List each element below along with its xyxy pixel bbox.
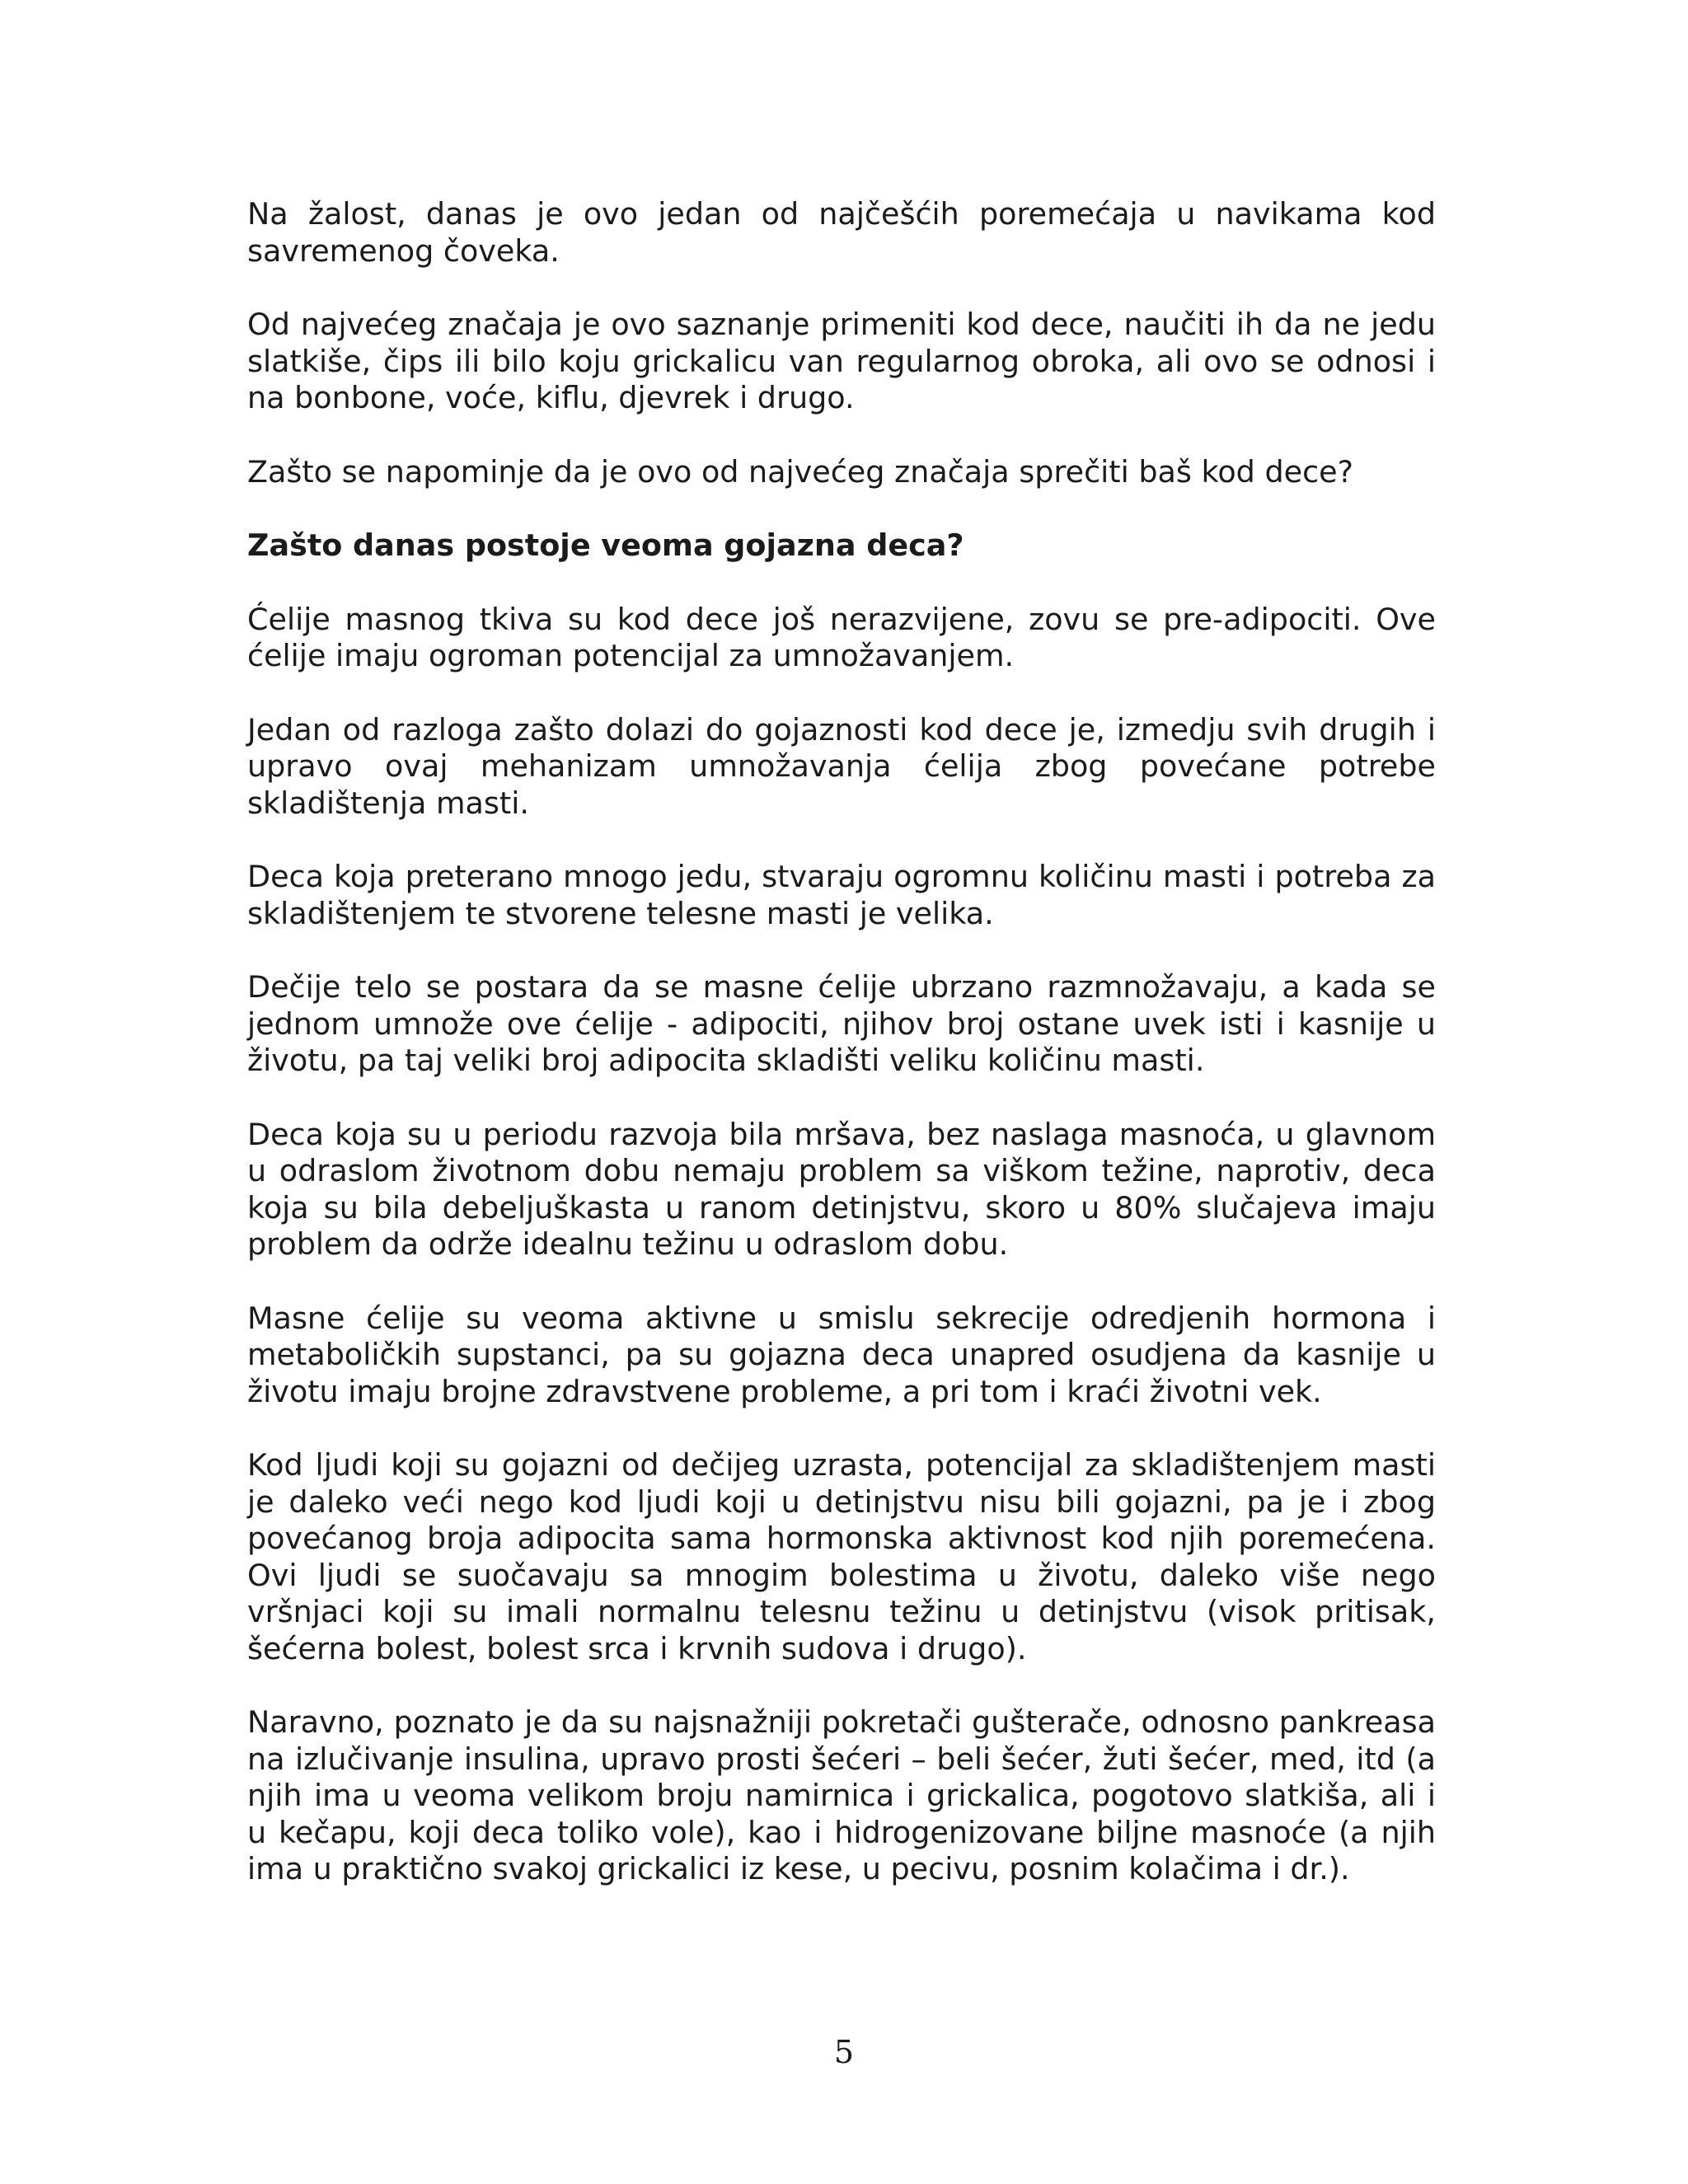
section-heading: Zašto danas postoje veoma gojazna deca?	[247, 527, 964, 563]
paragraph-3: Zašto se napominje da je ovo od najvećeg značaja sprečiti baš kod dece?	[247, 453, 1353, 490]
page-number: 5	[833, 2034, 855, 2070]
page-body	[247, 196, 1436, 1925]
paragraph-2: Od najvećeg značaja je ovo saznanje primeniti kod dece, naučiti ih da ne jedu slatkiše, čips ili bilo koju grickalicu van regularnog obroka, ali ovo se odnosi i na bonbone, voće, kiflu, djevrek i drugo.	[247, 307, 1436, 415]
paragraph-1: Na žalost, danas je ovo jedan od najčešćih poremećaja u navikama kod savremenog čoveka.	[247, 196, 1436, 269]
paragraph-10: Kod ljudi koji su gojazni od dečijeg uzrasta, potencijal za skladištenjem masti je daleko veći nego kod ljudi koji u detinjstvu nisu bili gojazni, pa je i zbog povećanog broja adipocita sama hormonska aktivnost kod njih poremećena. Ovi ljudi se suočavaju sa mnogim bolestima u životu, daleko više nego vršnjaci koji su imali normalnu telesnu težinu u detinjstvu (visok pritisak, šećerna bolest, bolest srca i krvnih sudova i drugo).	[247, 1447, 1436, 1666]
paragraph-8: Deca koja su u periodu razvoja bila mršava, bez naslaga masnoća, u glavnom u odraslom životnom dobu nemaju problem sa viškom težine, naprotiv, deca koja su bila debeljuškasta u ranom detinjstvu, skoro u 80% slučajeva imaju problem da održe idealnu težinu u odraslom dobu.	[247, 1116, 1436, 1262]
paragraph-4: Ćelije masnog tkiva su kod dece još nerazvijene, zovu se pre-adipociti. Ove ćelije imaju ogroman potencijal za umnožavanjem.	[247, 601, 1436, 673]
paragraph-7: Dečije telo se postara da se masne ćelije ubrzano razmnožavaju, a kada se jednom umnože ove ćelije - adipociti, njihov broj ostane uvek isti i kasnije u životu, pa taj veliki broj adipocita skladišti veliku količinu masti.	[247, 969, 1436, 1078]
paragraph-6: Deca koja preterano mnogo jedu, stvaraju ogromnu količinu masti i potreba za skladištenjem te stvorene telesne masti je velika.	[247, 859, 1436, 931]
paragraph-5: Jedan od razloga zašto dolazi do gojaznosti kod dece je, izmedju svih drugih i upravo ovaj mehanizam umnožavanja ćelija zbog povećane potrebe skladištenja masti.	[247, 711, 1436, 821]
paragraph-11: Naravno, poznato je da su najsnažniji pokretači gušterače, odnosno pankreasa na izlučivanje insulina, upravo prosti šećeri – beli šećer, žuti šećer, med, itd (a njih ima u veoma velikom broju namirnica i grickalica, pogotovo slatkiša, ali i u kečapu, koji deca toliko vole), kao i hidrogenizovane biljne masnoće (a njih ima u praktično svakoj grickalici iz kese, u pecivu, posnim kolačima i dr.).	[247, 1704, 1436, 1886]
paragraph-9: Masne ćelije su veoma aktivne u smislu sekrecije odredjenih hormona i metaboličkih supstanci, pa su gojazna deca unapred osudjena da kasnije u životu imaju brojne zdravstvene probleme, a pri tom i kraći životni vek.	[247, 1300, 1436, 1409]
